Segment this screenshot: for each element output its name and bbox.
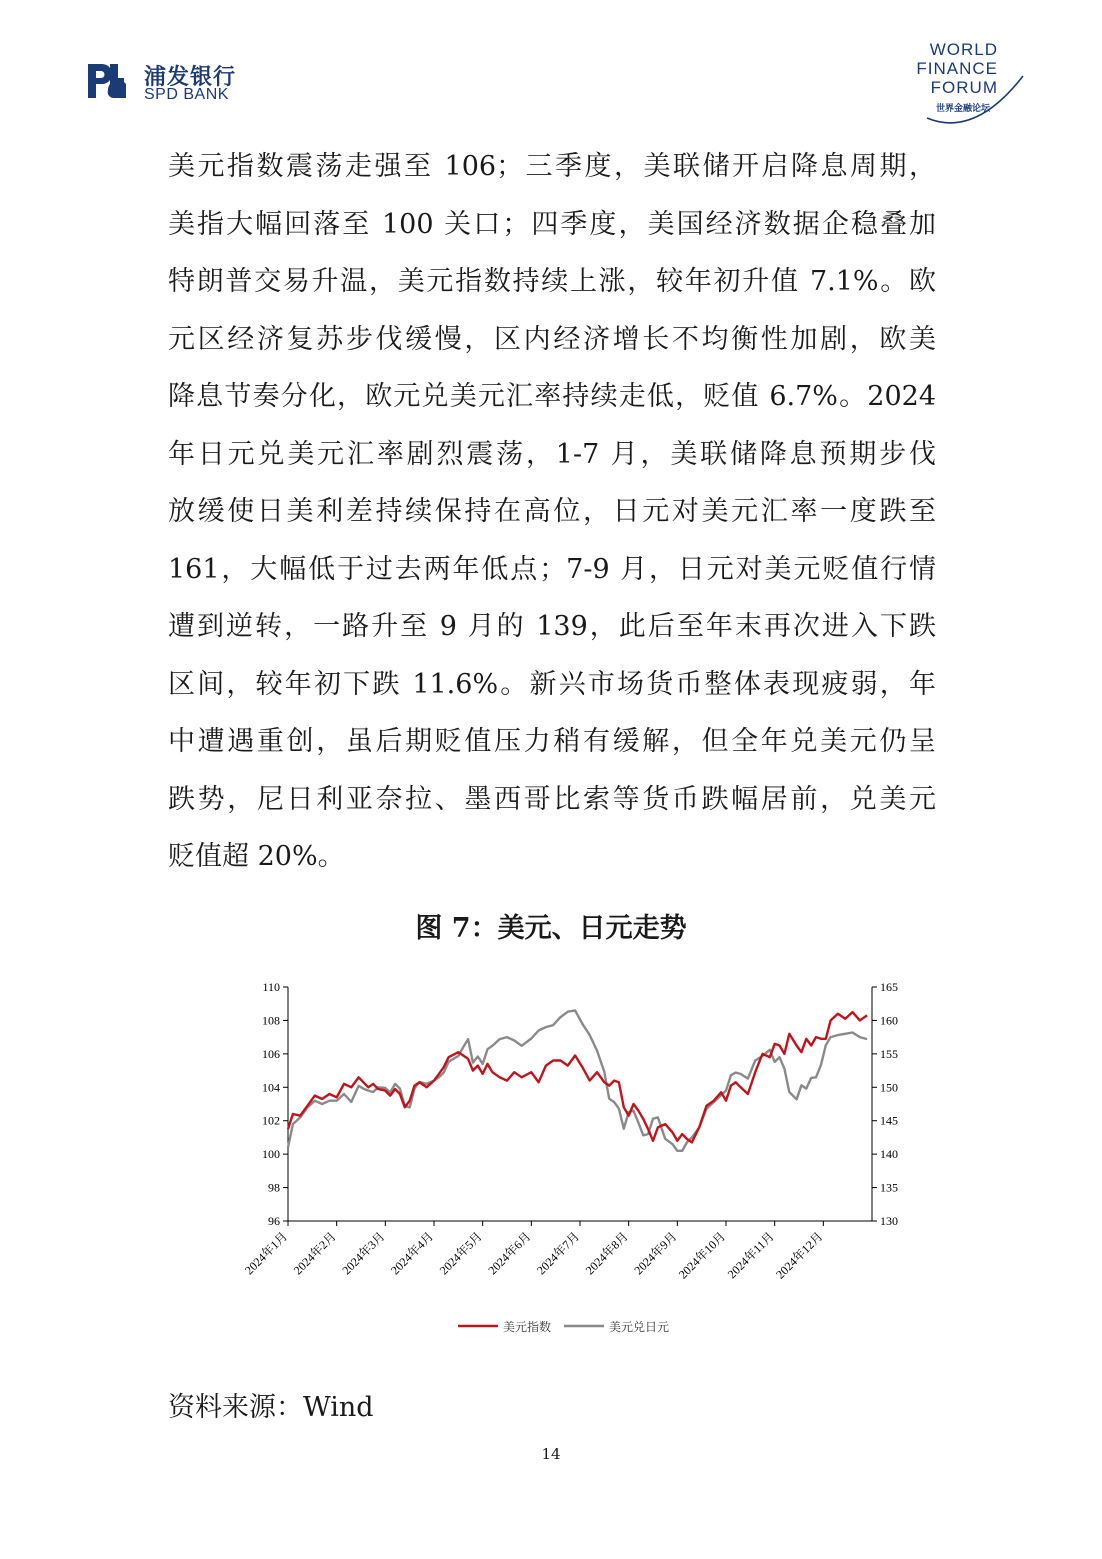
forum-arc-icon (905, 40, 1030, 130)
world-finance-forum-logo (905, 40, 1030, 130)
body-line: 年日元兑美元汇率剧烈震荡，1-7 月，美联储降息预期步伐 (168, 438, 936, 470)
x-tick-label: 2024年11月 (724, 1229, 777, 1282)
body-line: 中遭遇重创，虽后期贬值压力稍有缓解，但全年兑美元仍呈 (168, 726, 936, 757)
legend-label: 美元指数 (503, 1320, 552, 1334)
x-tick-label: 2024年9月 (631, 1229, 680, 1278)
y-right-tick-label: 145 (880, 1113, 898, 1128)
body-line: 161，大幅低于过去两年低点；7-9 月，日元对美元贬值行情 (168, 553, 936, 585)
y-right-tick-label: 150 (880, 1080, 898, 1095)
y-left-tick-label: 100 (262, 1147, 280, 1162)
bank-name-cn: 浦发银行 (144, 65, 237, 90)
forum-line-world: WORLD (929, 40, 998, 59)
body-paragraph (168, 138, 936, 886)
body-line: 贬值超 20%。 (168, 841, 345, 872)
x-tick-label: 2024年12月 (773, 1229, 826, 1282)
x-tick-label: 2024年10月 (675, 1229, 729, 1282)
page-number: 14 (541, 1445, 561, 1463)
y-right-tick-label: 140 (880, 1147, 898, 1162)
source-note: 资料来源：Wind (168, 1392, 374, 1423)
body-line: 美元指数震荡走强至 106；三季度，美联储开启降息周期， (168, 151, 936, 182)
spd-bank-logo-icon (82, 58, 132, 104)
x-tick-label: 2024年3月 (339, 1229, 388, 1278)
y-right-tick-label: 165 (880, 980, 898, 994)
body-line: 特朗普交易升温，美元指数持续上涨，较年初升值 7.1%。欧 (168, 266, 936, 297)
x-tick-label: 2024年4月 (388, 1229, 437, 1278)
series-line-usd-jpy (288, 1010, 867, 1150)
x-tick-label: 2024年1月 (242, 1229, 291, 1278)
y-left-tick-label: 96 (268, 1214, 280, 1228)
y-right-tick-label: 155 (880, 1046, 898, 1061)
figure-title: 图 7：美元、日元走势 (415, 913, 687, 944)
y-right-tick-label: 135 (880, 1180, 898, 1195)
usd-jpy-line-chart (230, 975, 920, 1345)
forum-line-finance: FINANCE (916, 59, 998, 78)
body-line: 遭到逆转，一路升至 9 月的 139，此后至年末再次进入下跌 (168, 611, 936, 642)
x-tick-label: 2024年7月 (534, 1229, 583, 1278)
forum-line-forum: FORUM (930, 78, 998, 97)
y-left-tick-label: 108 (262, 1013, 280, 1028)
x-tick-label: 2024年8月 (582, 1229, 631, 1278)
x-tick-label: 2024年2月 (290, 1229, 339, 1278)
body-line: 降息节奏分化，欧元兑美元汇率持续走低，贬值 6.7%。2024 (168, 381, 936, 412)
y-right-tick-label: 160 (880, 1013, 898, 1028)
spd-bank-logo (82, 58, 282, 108)
y-left-tick-label: 104 (262, 1080, 280, 1095)
series-line-usd-index (288, 1012, 867, 1142)
y-left-tick-label: 102 (262, 1113, 280, 1128)
forum-name-cn: 世界金融论坛 (935, 104, 990, 114)
body-line: 元区经济复苏步伐缓慢，区内经济增长不均衡性加剧，欧美 (168, 323, 936, 355)
y-left-tick-label: 106 (262, 1046, 280, 1061)
x-tick-label: 2024年6月 (485, 1229, 534, 1278)
x-tick-label: 2024年5月 (436, 1229, 485, 1278)
y-left-tick-label: 98 (268, 1180, 280, 1195)
body-line: 跌势，尼日利亚奈拉、墨西哥比索等货币跌幅居前，兑美元 (168, 783, 936, 815)
body-line: 放缓使日美利差持续保持在高位，日元对美元汇率一度跌至 (168, 496, 936, 527)
body-line: 美指大幅回落至 100 关口；四季度，美国经济数据企稳叠加 (168, 208, 936, 240)
bank-name-en: SPD BANK (144, 86, 229, 103)
legend-label: 美元兑日元 (609, 1320, 670, 1334)
y-right-tick-label: 130 (880, 1214, 898, 1228)
body-line: 区间，较年初下跌 11.6%。新兴市场货币整体表现疲弱，年 (168, 668, 936, 700)
y-left-tick-label: 110 (262, 980, 280, 994)
